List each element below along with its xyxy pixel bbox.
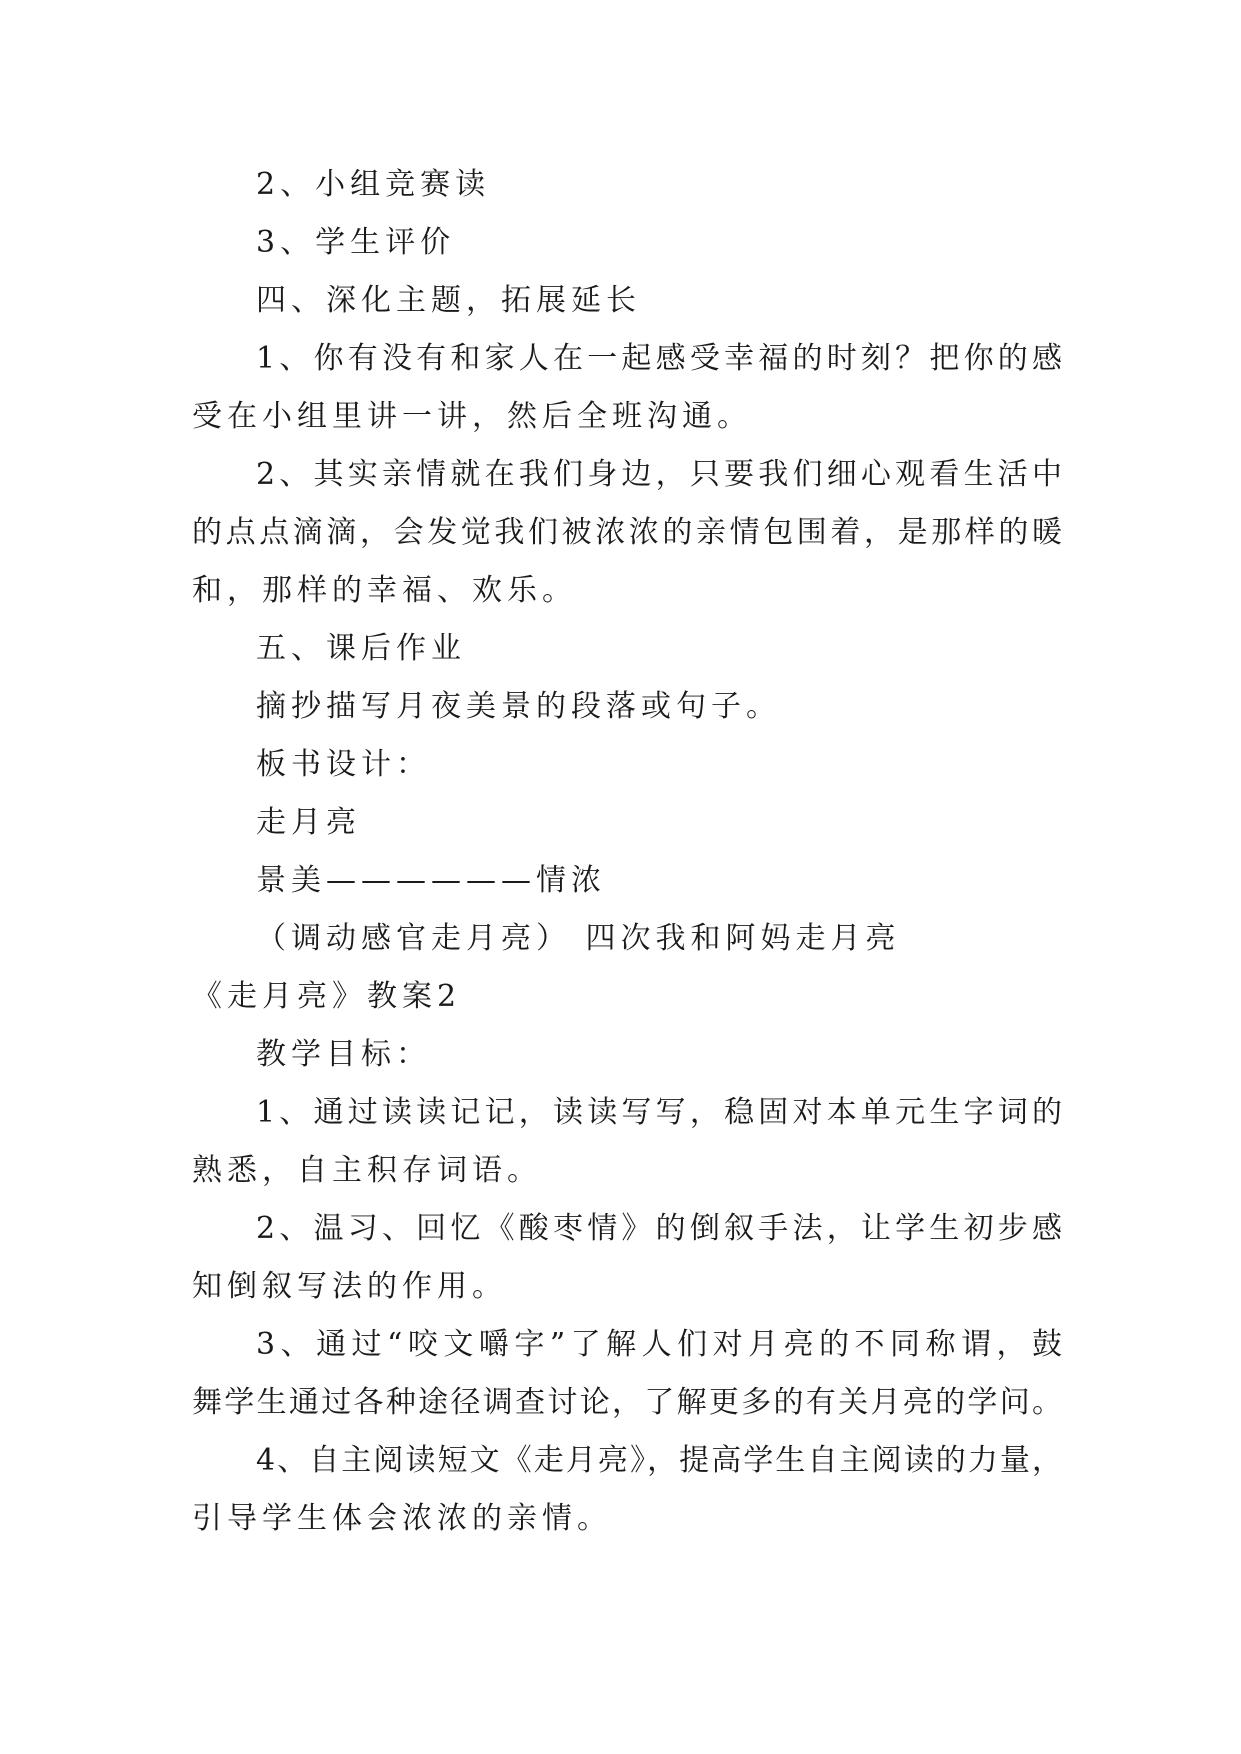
text-line: 3、学生评价 [256,225,456,260]
text-line: 2、温习、回忆《酸枣情》的倒叙手法，让学生初步感 [256,1211,1062,1246]
document-title: 《走月亮》教案2 [192,979,462,1014]
section-heading: 五、课后作业 [256,631,466,666]
text-line: 知倒叙写法的作用。 [192,1269,507,1304]
text-line: 1、通过读读记记，读读写写，稳固对本单元生字词的 [256,1095,1062,1130]
text-line: 2、其实亲情就在我们身边，只要我们细心观看生活中 [256,457,1062,492]
text-line: 和，那样的幸福、欢乐。 [192,573,577,608]
text-line: 3、通过“咬文嚼字”了解人们对月亮的不同称谓，鼓 [256,1327,1062,1362]
text-line: 的点点滴滴，会发觉我们被浓浓的亲情包围着，是那样的暖 [192,515,1062,550]
text-line: （调动感官走月亮） 四次我和阿妈走月亮 [256,921,901,956]
text-line: 摘抄描写月夜美景的段落或句子。 [256,689,781,724]
text-line: 2、小组竞赛读 [256,167,491,202]
text-line: 熟悉，自主积存词语。 [192,1153,542,1188]
text-line: 走月亮 [256,805,361,840]
text-line: 舞学生通过各种途径调查讨论，了解更多的有关月亮的学问。 [192,1385,1062,1420]
text-line: 景美——————情浓 [256,863,606,898]
text-line: 1、你有没有和家人在一起感受幸福的时刻？把你的感 [256,341,1062,376]
text-line: 受在小组里讲一讲，然后全班沟通。 [192,399,752,434]
text-line: 引导学生体会浓浓的亲情。 [192,1501,612,1536]
text-line: 板书设计： [256,747,431,782]
section-heading: 四、深化主题，拓展延长 [256,283,641,318]
section-heading: 教学目标： [256,1037,431,1072]
text-line: 4、自主阅读短文《走月亮》，提高学生自主阅读的力量， [256,1443,1062,1478]
